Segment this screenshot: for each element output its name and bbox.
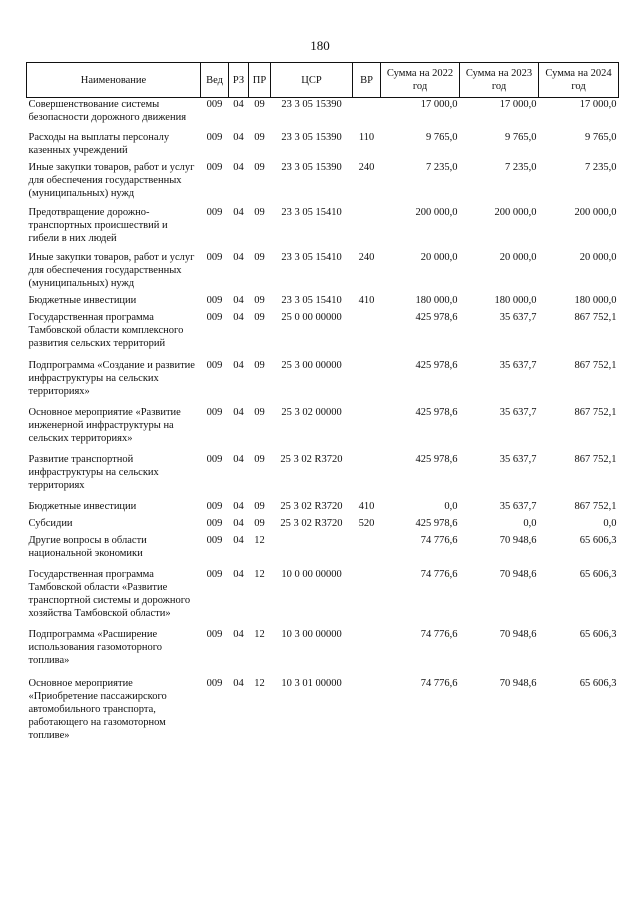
row-sum-2023: 70 948,6 bbox=[499, 678, 537, 689]
row-vr bbox=[353, 406, 381, 453]
row-pr: 12 bbox=[254, 535, 265, 546]
row-sum-2023: 35 637,7 bbox=[499, 360, 537, 371]
row-vr bbox=[353, 98, 381, 132]
row-ved: 009 bbox=[206, 535, 223, 546]
row-name: Бюджетные инвестиции bbox=[28, 501, 137, 512]
row-sum-2022: 425 978,6 bbox=[415, 407, 458, 418]
table-row bbox=[27, 628, 619, 677]
row-sum-2022: 74 776,6 bbox=[420, 535, 458, 546]
row-sum-2022: 425 978,6 bbox=[415, 360, 458, 371]
row-name: Государственная программа Тамбовской области «Развитие транспортной системы и дорожного хозяйства Тамбовской области» bbox=[28, 569, 191, 619]
table-row bbox=[27, 534, 619, 568]
table-row bbox=[27, 568, 619, 628]
table-row bbox=[27, 251, 619, 294]
row-csr: 10 3 00 00000 bbox=[281, 629, 342, 640]
row-pr: 09 bbox=[254, 454, 265, 465]
table-row bbox=[27, 294, 619, 311]
table-row bbox=[27, 359, 619, 406]
row-sum-2023: 35 637,7 bbox=[499, 501, 537, 512]
row-ved: 009 bbox=[206, 501, 223, 512]
row-sum-2022: 20 000,0 bbox=[420, 252, 458, 263]
row-sum-2023: 70 948,6 bbox=[499, 535, 537, 546]
row-name: Государственная программа Тамбовской области комплексного развития сельских территорий bbox=[28, 312, 184, 349]
row-pr: 09 bbox=[254, 295, 265, 306]
header-vr: ВР bbox=[353, 63, 381, 98]
table-body bbox=[27, 98, 619, 743]
row-sum-2022: 9 765,0 bbox=[426, 132, 458, 143]
row-ved: 009 bbox=[206, 454, 223, 465]
table-row bbox=[27, 406, 619, 453]
row-ved: 009 bbox=[206, 629, 223, 640]
row-pr: 09 bbox=[254, 207, 265, 218]
row-sum-2023: 200 000,0 bbox=[494, 207, 537, 218]
row-sum-2024: 867 752,1 bbox=[574, 312, 617, 323]
row-csr: 23 3 05 15390 bbox=[281, 99, 342, 110]
row-ved: 009 bbox=[206, 162, 223, 173]
row-sum-2022: 17 000,0 bbox=[420, 99, 458, 110]
row-rz: 04 bbox=[233, 501, 244, 512]
row-rz: 04 bbox=[233, 295, 244, 306]
header-ved: Вед bbox=[201, 63, 229, 98]
table-row bbox=[27, 453, 619, 500]
row-vr: 520 bbox=[358, 518, 375, 529]
row-name: Подпрограмма «Создание и развитие инфраструктуры на сельских территориях» bbox=[28, 360, 195, 397]
row-sum-2022: 0,0 bbox=[444, 501, 458, 512]
row-csr: 25 3 02 R3720 bbox=[280, 518, 343, 529]
row-csr: 23 3 05 15390 bbox=[281, 162, 342, 173]
row-vr: 410 bbox=[358, 501, 375, 512]
row-vr bbox=[353, 568, 381, 628]
row-rz: 04 bbox=[233, 454, 244, 465]
row-sum-2023: 0,0 bbox=[523, 518, 537, 529]
row-sum-2022: 200 000,0 bbox=[415, 207, 458, 218]
row-sum-2022: 74 776,6 bbox=[420, 678, 458, 689]
header-sum-2023: Сумма на 2023 год bbox=[460, 63, 539, 98]
row-pr: 09 bbox=[254, 312, 265, 323]
row-sum-2022: 425 978,6 bbox=[415, 454, 458, 465]
row-sum-2022: 74 776,6 bbox=[420, 569, 458, 580]
row-csr: 25 3 02 R3720 bbox=[280, 454, 343, 465]
row-ved: 009 bbox=[206, 207, 223, 218]
row-csr: 10 3 01 00000 bbox=[281, 678, 342, 689]
row-name: Субсидии bbox=[28, 518, 73, 529]
row-rz: 04 bbox=[233, 535, 244, 546]
row-csr: 23 3 05 15410 bbox=[281, 207, 342, 218]
row-sum-2023: 35 637,7 bbox=[499, 312, 537, 323]
row-vr bbox=[353, 677, 381, 742]
row-rz: 04 bbox=[233, 518, 244, 529]
row-sum-2022: 425 978,6 bbox=[415, 518, 458, 529]
row-sum-2023: 70 948,6 bbox=[499, 569, 537, 580]
row-sum-2023: 70 948,6 bbox=[499, 629, 537, 640]
row-sum-2024: 9 765,0 bbox=[585, 132, 617, 143]
row-name: Развитие транспортной инфраструктуры на сельских территориях bbox=[28, 454, 159, 491]
row-pr: 09 bbox=[254, 252, 265, 263]
row-sum-2024: 17 000,0 bbox=[579, 99, 617, 110]
header-sum-2024: Сумма на 2024 год bbox=[539, 63, 619, 98]
row-name: Основное мероприятие «Приобретение пассажирского автомобильного транспорта, работающего на газомоторном топливе» bbox=[28, 678, 167, 741]
row-sum-2024: 65 606,3 bbox=[579, 678, 617, 689]
row-name: Иные закупки товаров, работ и услуг для обеспечения государственных (муниципальных) нужд bbox=[28, 252, 195, 289]
row-pr: 09 bbox=[254, 501, 265, 512]
row-sum-2023: 17 000,0 bbox=[499, 99, 537, 110]
row-ved: 009 bbox=[206, 252, 223, 263]
row-sum-2022: 180 000,0 bbox=[415, 295, 458, 306]
table-row bbox=[27, 311, 619, 359]
row-csr: 25 0 00 00000 bbox=[281, 312, 342, 323]
row-ved: 009 bbox=[206, 518, 223, 529]
row-vr: 240 bbox=[358, 162, 375, 173]
header-name: Наименование bbox=[27, 63, 201, 98]
row-rz: 04 bbox=[233, 312, 244, 323]
row-csr: 25 3 02 R3720 bbox=[280, 501, 343, 512]
row-ved: 009 bbox=[206, 132, 223, 143]
row-pr: 09 bbox=[254, 99, 265, 110]
row-sum-2024: 20 000,0 bbox=[579, 252, 617, 263]
row-csr: 23 3 05 15410 bbox=[281, 295, 342, 306]
row-name: Бюджетные инвестиции bbox=[28, 295, 137, 306]
row-sum-2023: 20 000,0 bbox=[499, 252, 537, 263]
row-sum-2023: 9 765,0 bbox=[505, 132, 537, 143]
page-number: 180 bbox=[310, 38, 330, 53]
row-sum-2022: 7 235,0 bbox=[426, 162, 458, 173]
header-sum-2022: Сумма на 2022 год bbox=[381, 63, 460, 98]
row-vr: 110 bbox=[358, 132, 375, 143]
table-row bbox=[27, 677, 619, 742]
row-pr: 09 bbox=[254, 518, 265, 529]
table-row bbox=[27, 500, 619, 517]
table-row bbox=[27, 131, 619, 161]
row-sum-2024: 65 606,3 bbox=[579, 535, 617, 546]
row-rz: 04 bbox=[233, 678, 244, 689]
row-vr bbox=[353, 311, 381, 359]
row-sum-2024: 867 752,1 bbox=[574, 454, 617, 465]
table-row bbox=[27, 517, 619, 534]
row-rz: 04 bbox=[233, 207, 244, 218]
row-sum-2024: 65 606,3 bbox=[579, 629, 617, 640]
row-rz: 04 bbox=[233, 132, 244, 143]
header-pr: ПР bbox=[249, 63, 271, 98]
row-name: Расходы на выплаты персоналу казенных учреждений bbox=[28, 132, 170, 156]
row-vr bbox=[353, 534, 381, 568]
row-name: Иные закупки товаров, работ и услуг для обеспечения государственных (муниципальных) нужд bbox=[28, 162, 195, 199]
row-csr: 23 3 05 15410 bbox=[281, 252, 342, 263]
row-csr: 10 0 00 00000 bbox=[281, 569, 342, 580]
row-sum-2023: 180 000,0 bbox=[494, 295, 537, 306]
budget-table bbox=[26, 62, 619, 742]
table-row bbox=[27, 161, 619, 206]
row-pr: 09 bbox=[254, 162, 265, 173]
row-sum-2024: 867 752,1 bbox=[574, 407, 617, 418]
row-sum-2024: 180 000,0 bbox=[574, 295, 617, 306]
row-csr bbox=[271, 534, 353, 568]
table-row bbox=[27, 206, 619, 251]
row-rz: 04 bbox=[233, 407, 244, 418]
row-vr: 410 bbox=[358, 295, 375, 306]
row-rz: 04 bbox=[233, 569, 244, 580]
header-csr: ЦСР bbox=[271, 63, 353, 98]
row-vr bbox=[353, 453, 381, 500]
row-name: Совершенствование системы безопасности дорожного движения bbox=[28, 99, 187, 123]
row-ved: 009 bbox=[206, 360, 223, 371]
row-ved: 009 bbox=[206, 407, 223, 418]
row-pr: 12 bbox=[254, 569, 265, 580]
row-pr: 12 bbox=[254, 629, 265, 640]
row-pr: 12 bbox=[254, 678, 265, 689]
table-row bbox=[27, 98, 619, 132]
row-vr bbox=[353, 359, 381, 406]
row-pr: 09 bbox=[254, 132, 265, 143]
row-sum-2023: 7 235,0 bbox=[505, 162, 537, 173]
row-name: Другие вопросы в области национальной экономики bbox=[28, 535, 147, 559]
row-sum-2024: 867 752,1 bbox=[574, 360, 617, 371]
row-ved: 009 bbox=[206, 295, 223, 306]
row-csr: 23 3 05 15390 bbox=[281, 132, 342, 143]
row-rz: 04 bbox=[233, 252, 244, 263]
row-sum-2024: 65 606,3 bbox=[579, 569, 617, 580]
row-sum-2024: 200 000,0 bbox=[574, 207, 617, 218]
row-name: Основное мероприятие «Развитие инженерной инфраструктуры на сельских территориях» bbox=[28, 407, 181, 444]
header-rz: РЗ bbox=[229, 63, 249, 98]
row-rz: 04 bbox=[233, 360, 244, 371]
row-csr: 25 3 00 00000 bbox=[281, 360, 342, 371]
row-sum-2023: 35 637,7 bbox=[499, 454, 537, 465]
row-rz: 04 bbox=[233, 162, 244, 173]
row-sum-2023: 35 637,7 bbox=[499, 407, 537, 418]
row-ved: 009 bbox=[206, 99, 223, 110]
row-sum-2024: 0,0 bbox=[603, 518, 617, 529]
row-rz: 04 bbox=[233, 629, 244, 640]
row-vr bbox=[353, 206, 381, 251]
row-pr: 09 bbox=[254, 407, 265, 418]
table-header-row bbox=[27, 63, 619, 98]
row-vr: 240 bbox=[358, 252, 375, 263]
row-ved: 009 bbox=[206, 312, 223, 323]
row-ved: 009 bbox=[206, 569, 223, 580]
row-sum-2022: 74 776,6 bbox=[420, 629, 458, 640]
row-ved: 009 bbox=[206, 678, 223, 689]
row-name: Подпрограмма «Расширение использования газомоторного топлива» bbox=[28, 629, 163, 666]
row-vr bbox=[353, 628, 381, 677]
row-csr: 25 3 02 00000 bbox=[281, 407, 342, 418]
row-sum-2024: 7 235,0 bbox=[585, 162, 617, 173]
row-sum-2022: 425 978,6 bbox=[415, 312, 458, 323]
row-name: Предотвращение дорожно-транспортных происшествий и гибели в них людей bbox=[28, 207, 168, 244]
row-rz: 04 bbox=[233, 99, 244, 110]
row-sum-2024: 867 752,1 bbox=[574, 501, 617, 512]
row-pr: 09 bbox=[254, 360, 265, 371]
